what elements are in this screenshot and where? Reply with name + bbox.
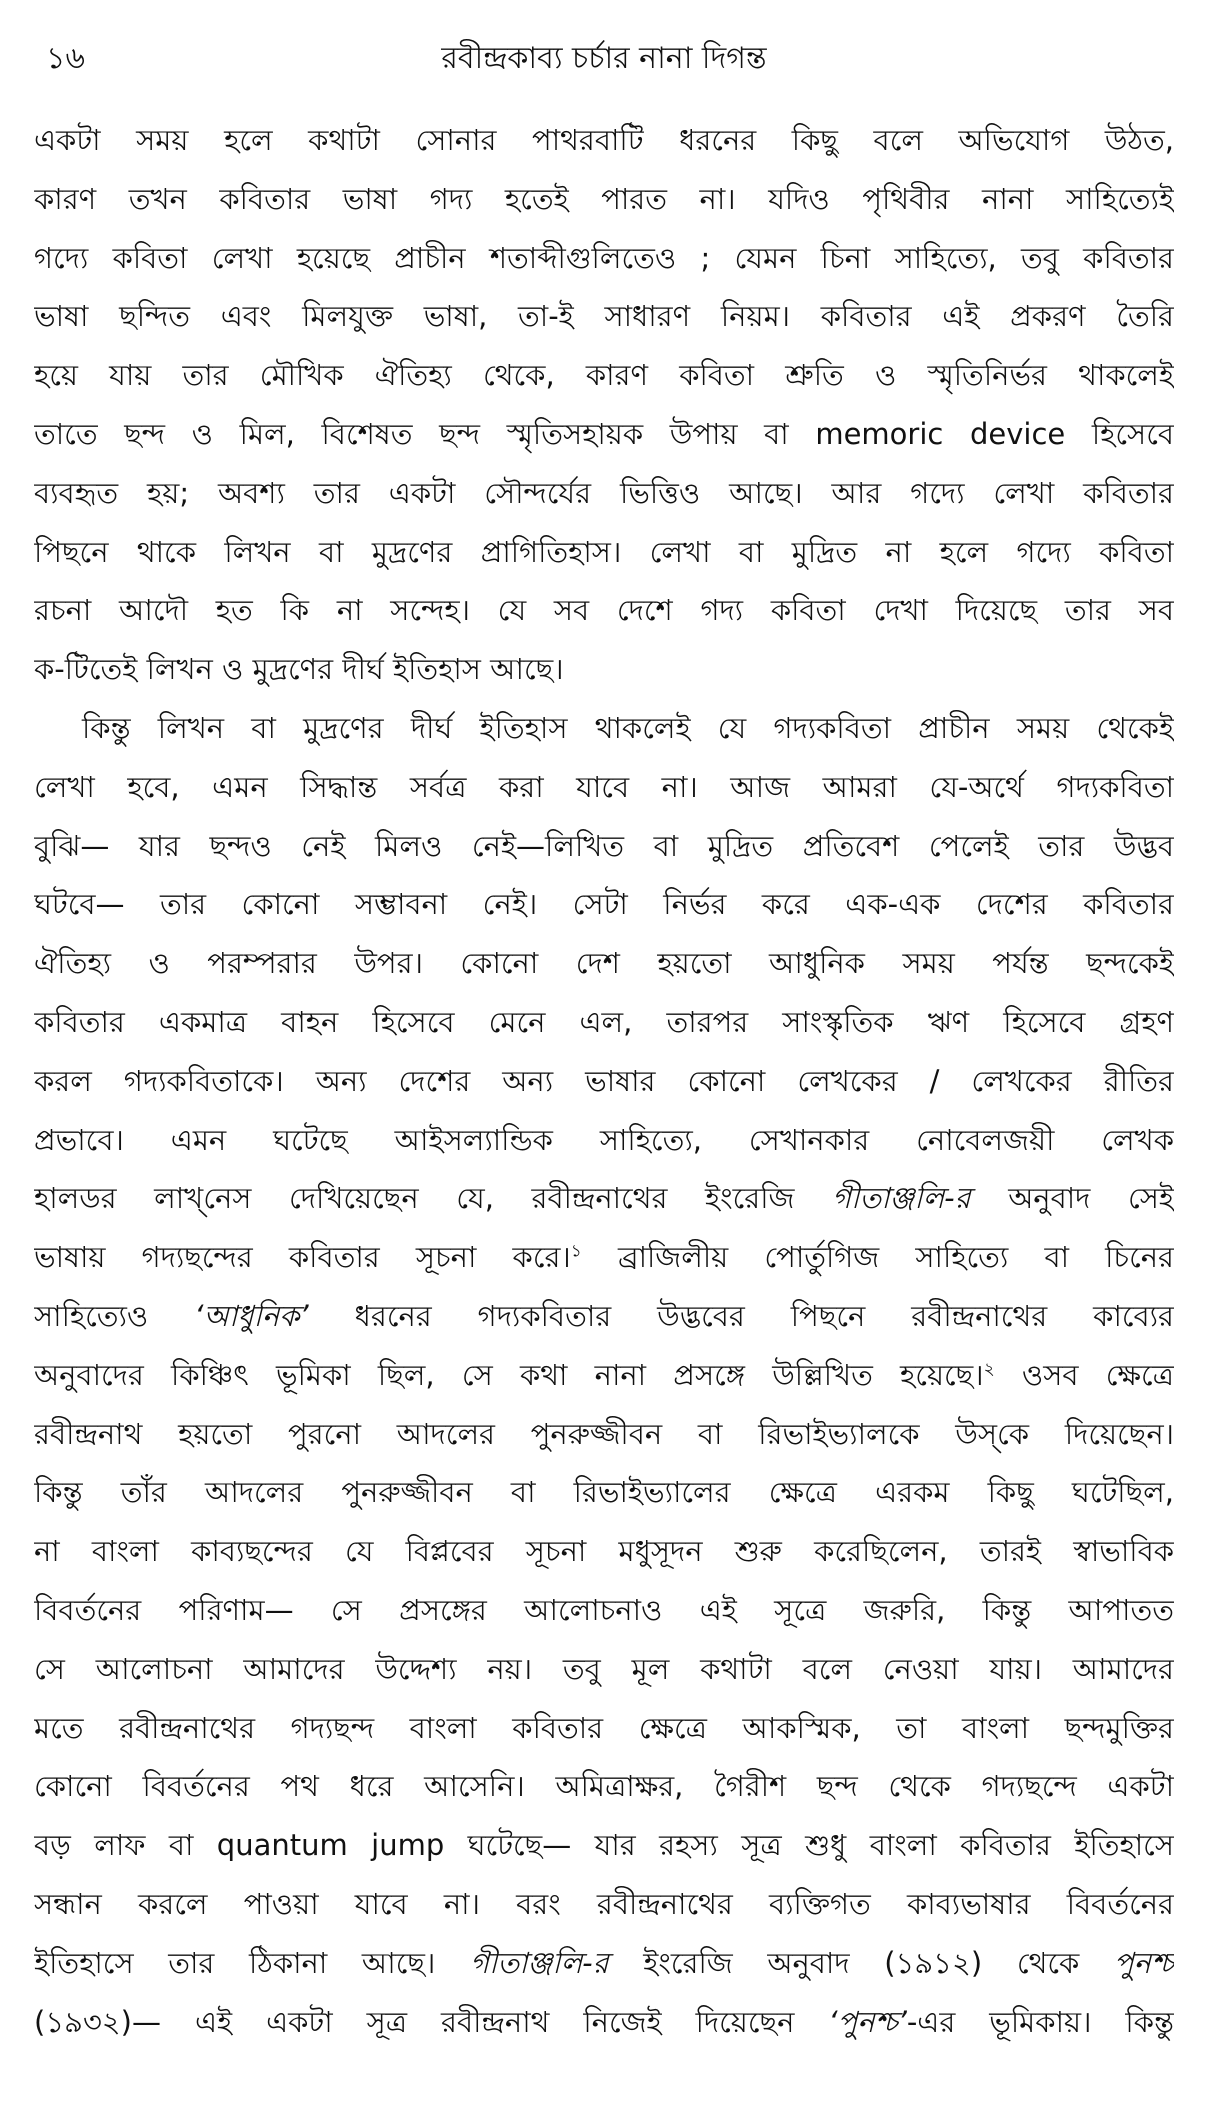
text-line xyxy=(34,1169,1174,1228)
text-line xyxy=(34,229,1174,288)
italic-title: ‘আধুনিক’ xyxy=(194,1298,309,1333)
text-segment: হালডর লাখ্‌নেস দেখিয়েছেন যে, রবীন্দ্রনাথের ইংরেজি xyxy=(34,1181,833,1216)
text-segment: করল গদ্যকবিতাকে। অন্য দেশের অন্য ভাষার কোনো লেখকের / লেখকের রীতির xyxy=(34,1063,1174,1098)
text-segment: বড় লাফ বা quantum jump ঘটেছে— যার রহস্য সূত্র শুধু বাংলা কবিতার ইতিহাসে xyxy=(34,1828,1174,1863)
text-line xyxy=(34,346,1174,405)
text-line xyxy=(34,1993,1174,2052)
text-segment: ভাষা ছন্দিত এবং মিলযুক্ত ভাষা, তা-ই সাধারণ নিয়ম। কবিতার এই প্রকরণ তৈরি xyxy=(34,299,1174,334)
text-line xyxy=(34,1757,1174,1816)
text-segment: বিবর্তনের পরিণাম— সে প্রসঙ্গের আলোচনাও এই সূত্রে জরুরি, কিন্তু আপাতত xyxy=(34,1592,1174,1627)
text-segment: ইতিহাসে তার ঠিকানা আছে। xyxy=(34,1945,471,1980)
page-header xyxy=(34,30,1174,80)
text-segment: বুঝি— যার ছন্দও নেই মিলও নেই—লিখিত বা মুদ্রিত প্রতিবেশ পেলেই তার উদ্ভব xyxy=(34,828,1174,863)
text-line xyxy=(34,1111,1174,1170)
italic-title: ‘পুনশ্চ’ xyxy=(828,2004,907,2039)
text-segment: অনুবাদের কিঞ্চিৎ ভূমিকা ছিল, সে কথা নানা প্রসঙ্গে উল্লিখিত হয়েছে। xyxy=(34,1357,984,1392)
text-line xyxy=(34,405,1174,464)
text-line xyxy=(34,1816,1174,1875)
text-segment: প্রভাবে। এমন ঘটেছে আইসল্যান্ডিক সাহিত্যে, সেখানকার নোবেলজয়ী লেখক xyxy=(34,1122,1174,1157)
footnote-marker: ২ xyxy=(983,1359,995,1380)
text-segment: ঘটবে— তার কোনো সম্ভাবনা নেই। সেটা নির্ভর করে এক-এক দেশের কবিতার xyxy=(34,887,1174,922)
text-segment: ইংরেজি অনুবাদ (১৯১২) থেকে xyxy=(608,1945,1114,1980)
text-segment: সে আলোচনা আমাদের উদ্দেশ্য নয়। তবু মূল কথাটা বলে নেওয়া যায়। আমাদের xyxy=(34,1651,1174,1686)
italic-title: পুনশ্চ xyxy=(1114,1945,1174,1980)
text-line xyxy=(34,581,1174,640)
text-segment: কারণ তখন কবিতার ভাষা গদ্য হতেই পারত না। যদিও পৃথিবীর নানা সাহিত্যেই xyxy=(34,181,1174,216)
text-line xyxy=(34,1522,1174,1581)
text-line xyxy=(34,1287,1174,1346)
text-line xyxy=(34,1052,1174,1111)
text-segment: তাতে ছন্দ ও মিল, বিশেষত ছন্দ স্মৃতিসহায়ক উপায় বা memoric device হিসেবে xyxy=(34,416,1174,451)
text-segment: হয়ে যায় তার মৌখিক ঐতিহ্য থেকে, কারণ কবিতা শ্রুতি ও স্মৃতিনির্ভর থাকলেই xyxy=(34,358,1174,393)
text-segment: কিন্তু তাঁর আদলের পুনরুজ্জীবন বা রিভাইভ্যালের ক্ষেত্রে এরকম কিছু ঘটেছিল, xyxy=(34,1475,1174,1510)
text-segment: মতে রবীন্দ্রনাথের গদ্যছন্দ বাংলা কবিতার ক্ষেত্রে আকস্মিক, তা বাংলা ছন্দমুক্তির xyxy=(34,1710,1174,1745)
text-line xyxy=(34,934,1174,993)
text-line xyxy=(34,1699,1174,1758)
text-segment: পিছনে থাকে লিখন বা মুদ্রণের প্রাগিতিহাস। লেখা বা মুদ্রিত না হলে গদ্যে কবিতা xyxy=(34,534,1174,569)
italic-title: গীতাঞ্জলি-র xyxy=(832,1181,971,1216)
text-line xyxy=(34,464,1174,523)
text-line xyxy=(34,1346,1174,1405)
text-segment: সন্ধান করলে পাওয়া যাবে না। বরং রবীন্দ্রনাথের ব্যক্তিগত কাব্যভাষার বিবর্তনের xyxy=(34,1886,1174,1921)
text-segment: ক-টিতেই লিখন ও মুদ্রণের দীর্ঘ ইতিহাস আছে। xyxy=(34,652,564,687)
text-segment: -এর ভূমিকায়। কিন্তু xyxy=(906,2004,1174,2039)
text-segment: লেখা হবে, এমন সিদ্ধান্ত সর্বত্র করা যাবে না। আজ আমরা যে-অর্থে গদ্যকবিতা xyxy=(34,769,1174,804)
text-segment: ধরনের গদ্যকবিতার উদ্ভবের পিছনে রবীন্দ্রনাথের কাব্যের xyxy=(308,1298,1174,1333)
running-title: রবীন্দ্রকাব্য চর্চার নানা দিগন্ত xyxy=(441,41,767,76)
text-segment: ব্যবহৃত হয়; অবশ্য তার একটা সৌন্দর্যের ভিত্তিও আছে। আর গদ্যে লেখা কবিতার xyxy=(34,475,1174,510)
text-line xyxy=(34,1875,1174,1934)
text-line xyxy=(34,758,1174,817)
text-line xyxy=(34,817,1174,876)
text-segment: ওসব ক্ষেত্রে xyxy=(994,1357,1174,1392)
text-line xyxy=(34,1934,1174,1993)
text-line xyxy=(34,287,1174,346)
text-segment: কোনো বিবর্তনের পথ ধরে আসেনি। অমিত্রাক্ষর, গৈরীশ ছন্দ থেকে গদ্যছন্দে একটা xyxy=(34,1769,1174,1804)
text-segment: অনুবাদ সেই xyxy=(970,1181,1174,1216)
text-line xyxy=(34,1405,1174,1464)
text-line xyxy=(34,993,1174,1052)
text-segment: না বাংলা কাব্যছন্দের যে বিপ্লবের সূচনা মধুসূদন শুরু করেছিলেন, তারই স্বাভাবিক xyxy=(34,1534,1174,1569)
text-segment: কিন্তু লিখন বা মুদ্রণের দীর্ঘ ইতিহাস থাকলেই যে গদ্যকবিতা প্রাচীন সময় থেকেই xyxy=(82,710,1174,745)
text-segment: রচনা আদৌ হত কি না সন্দেহ। যে সব দেশে গদ্য কবিতা দেখা দিয়েছে তার সব xyxy=(34,593,1174,628)
body-text xyxy=(34,111,1174,2051)
text-line xyxy=(34,875,1174,934)
page-number: ১৬ xyxy=(46,41,85,76)
footnote-marker: ১ xyxy=(570,1241,582,1262)
text-segment: কবিতার একমাত্র বাহন হিসেবে মেনে এল, তারপর সাংস্কৃতিক ঋণ হিসেবে গ্রহণ xyxy=(34,1004,1174,1039)
text-line xyxy=(34,1228,1174,1287)
text-segment: ব্রাজিলীয় পোর্তুগিজ সাহিত্যে বা চিনের xyxy=(581,1240,1174,1275)
text-segment: ঐতিহ্য ও পরম্পরার উপর। কোনো দেশ হয়তো আধুনিক সময় পর্যন্ত ছন্দকেই xyxy=(34,946,1174,981)
text-line xyxy=(34,523,1174,582)
text-line xyxy=(34,699,1174,758)
text-segment: রবীন্দ্রনাথ হয়তো পুরনো আদলের পুনরুজ্জীবন বা রিভাইভ্যালকে উস্‌কে দিয়েছেন। xyxy=(34,1416,1174,1451)
text-line xyxy=(34,170,1174,229)
text-segment: একটা সময় হলে কথাটা সোনার পাথরবাটি ধরনের কিছু বলে অভিযোগ উঠত, xyxy=(34,123,1174,157)
text-segment: সাহিত্যেও xyxy=(34,1298,195,1333)
text-segment: ভাষায় গদ্যছন্দের কবিতার সূচনা করে। xyxy=(34,1240,571,1275)
text-segment: গদ্যে কবিতা লেখা হয়েছে প্রাচীন শতাব্দীগুলিতেও ; যেমন চিনা সাহিত্যে, তবু কবিতার xyxy=(34,240,1174,275)
italic-title: গীতাঞ্জলি-র xyxy=(470,1945,609,1980)
text-line xyxy=(34,1463,1174,1522)
text-line xyxy=(34,640,1174,699)
text-line xyxy=(34,1581,1174,1640)
text-line xyxy=(34,111,1174,170)
text-line xyxy=(34,1640,1174,1699)
text-segment: (১৯৩২)— এই একটা সূত্র রবীন্দ্রনাথ নিজেই দিয়েছেন xyxy=(34,2004,829,2039)
